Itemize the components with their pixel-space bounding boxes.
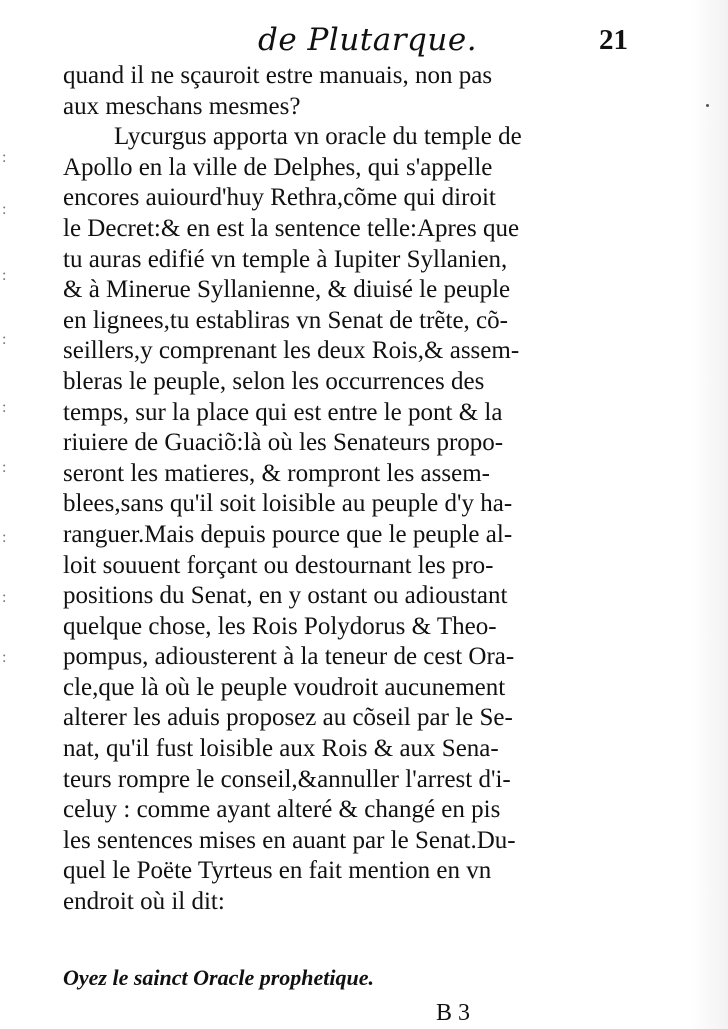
running-title: de Plutarque. [258, 22, 478, 58]
page-header [258, 20, 628, 62]
text-line: seront les matieres, & rompront les assem- [63, 459, 490, 487]
show-through-marks [2, 150, 12, 720]
text-line: encores auiourd'huy Rethra,cõme qui diroit [63, 184, 496, 212]
text-line: le Decret:& en est la sentence telle:Apres que [63, 214, 520, 242]
text-line: loit souuent forçant ou destournant les pro- [63, 551, 494, 579]
text-line: teurs rompre le conseil,&annuller l'arrest d'i- [63, 765, 511, 793]
text-line: Lycurgus apporta vn oracle du temple de [114, 123, 522, 151]
text-line: quand il ne sçauroit estre manuais, non pas [63, 62, 493, 89]
bleed-mark: : [2, 589, 7, 606]
text-line: en lignees,tu establiras vn Senat de trẽte, cõ- [63, 306, 508, 334]
page-edge-shadow [690, 0, 728, 1029]
text-line: tu auras edifié vn temple à Iupiter Syllanien, [63, 245, 508, 273]
page-number: 21 [599, 24, 628, 56]
verse-line: Oyez le sainct Oracle prophetique. [63, 965, 375, 990]
text-line: temps, sur la place qui est entre le pont & la [63, 398, 503, 426]
text-line: endroit où il dit: [63, 888, 225, 916]
ink-speck [706, 104, 709, 107]
text-line: nat, qu'il fust loisible aux Rois & aux Sena- [63, 735, 499, 763]
text-line: alterer les aduis proposez au cõseil par le Se- [63, 704, 513, 732]
bleed-mark: : [2, 529, 7, 546]
text-line: riuiere de Guaciõ:là où les Senateurs propo- [63, 429, 504, 457]
bleed-mark: : [2, 331, 7, 348]
text-line: blees,sans qu'il soit loisible au peuple d'y ha- [63, 490, 513, 518]
text-line: quelque chose, les Rois Polydorus & Theo- [63, 612, 497, 640]
text-line: pompus, adiousterent à la teneur de cest Ora- [63, 643, 515, 671]
bleed-mark: : [2, 267, 7, 284]
bleed-mark: : [2, 399, 7, 416]
text-line: & à Minerue Syllanienne, & diuisé le peuple [63, 276, 511, 304]
text-line: ranguer.Mais depuis pource que le peuple al- [63, 520, 513, 548]
text-line: quel le Poëte Tyrteus en fait mention en vn [63, 857, 492, 885]
signature-mark: B 3 [436, 1000, 471, 1026]
text-line: cle,que là où le peuple voudroit aucunement [63, 673, 506, 701]
bleed-mark: : [2, 649, 7, 666]
text-line: bleras le peuple, selon les occurrences des [63, 367, 485, 395]
bleed-mark: : [2, 459, 7, 476]
text-line: positions du Senat, en y ostant ou adioustant [63, 582, 508, 610]
text-line: les sentences mises en auant par le Senat.Du- [63, 826, 516, 854]
text-line: seillers,y comprenant les deux Rois,& assem- [63, 337, 520, 365]
body-text [63, 61, 618, 918]
text-line: Apollo en la ville de Delphes, qui s'appelle [63, 153, 493, 181]
bleed-mark: : [2, 149, 7, 166]
text-line: celuy : comme ayant alteré & changé en pis [63, 796, 501, 824]
bleed-mark: : [2, 201, 7, 218]
text-line: aux meschans mesmes? [63, 92, 301, 120]
